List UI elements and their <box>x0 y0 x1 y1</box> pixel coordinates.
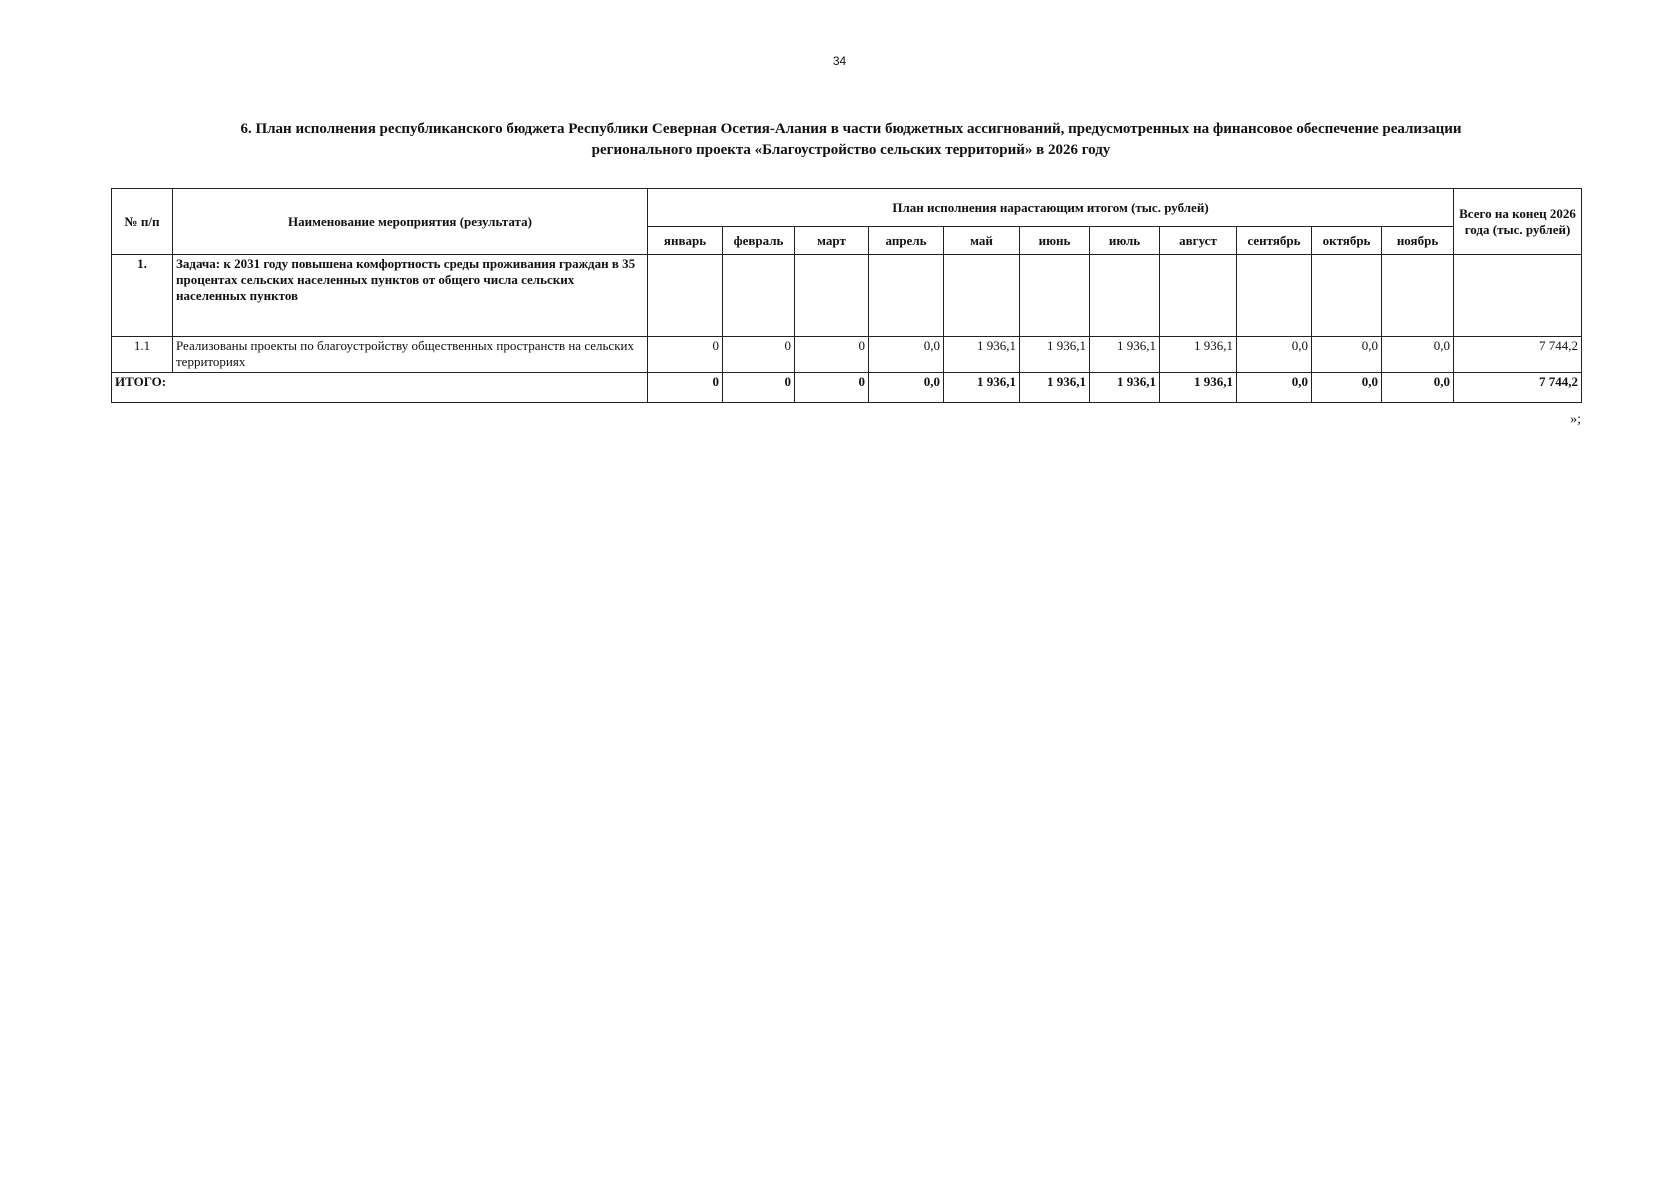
title-line-2: регионального проекта «Благоустройство сельских территорий» в 2026 году <box>591 142 1111 158</box>
header-month: февраль <box>723 227 795 255</box>
total-sum: 7 744,2 <box>1454 373 1582 403</box>
total-value: 1 936,1 <box>1090 373 1160 403</box>
task-number: 1. <box>112 255 173 337</box>
task-name: Задача: к 2031 году повышена комфортность среды проживания граждан в 35 процентах сельских населенных пунктов от общего числа сельских населенных пунктов <box>173 255 648 337</box>
header-month: сентябрь <box>1237 227 1312 255</box>
document-title <box>120 119 1582 161</box>
total-value: 0 <box>723 373 795 403</box>
title-line-1: 6. План исполнения республиканского бюджета Республики Северная Осетия-Алания в части бюджетных ассигнований, предусмотренных на финансовое обеспечение реализации <box>240 121 1462 137</box>
result-value: 0,0 <box>1237 337 1312 373</box>
result-number: 1.1 <box>112 337 173 373</box>
result-value: 0 <box>795 337 869 373</box>
result-value: 0,0 <box>1382 337 1454 373</box>
header-month: август <box>1160 227 1237 255</box>
header-name: Наименование мероприятия (результата) <box>173 189 648 255</box>
header-month: март <box>795 227 869 255</box>
header-month: июнь <box>1020 227 1090 255</box>
result-value: 1 936,1 <box>944 337 1020 373</box>
result-value: 0,0 <box>869 337 944 373</box>
result-row <box>112 337 1582 373</box>
total-value: 0 <box>648 373 723 403</box>
result-value: 1 936,1 <box>1020 337 1090 373</box>
header-month: октябрь <box>1312 227 1382 255</box>
result-total: 7 744,2 <box>1454 337 1582 373</box>
header-month: январь <box>648 227 723 255</box>
closing-quote-mark: »; <box>1570 412 1581 427</box>
total-value: 0,0 <box>1237 373 1312 403</box>
page-number: 34 <box>832 54 847 68</box>
header-plan-group: План исполнения нарастающим итогом (тыс. рублей) <box>648 189 1454 227</box>
result-value: 0 <box>648 337 723 373</box>
total-value: 1 936,1 <box>1160 373 1237 403</box>
total-value: 1 936,1 <box>944 373 1020 403</box>
total-label: ИТОГО: <box>112 373 648 403</box>
task-row <box>112 255 1582 337</box>
total-value: 0,0 <box>1312 373 1382 403</box>
header-total: Всего на конец 2026 года (тыс. рублей) <box>1454 189 1582 255</box>
total-value: 0,0 <box>869 373 944 403</box>
result-value: 0,0 <box>1312 337 1382 373</box>
result-value: 1 936,1 <box>1160 337 1237 373</box>
total-value: 1 936,1 <box>1020 373 1090 403</box>
total-value: 0 <box>795 373 869 403</box>
total-row <box>112 373 1582 403</box>
result-name: Реализованы проекты по благоустройству общественных пространств на сельских территориях <box>173 337 648 373</box>
total-value: 0,0 <box>1382 373 1454 403</box>
budget-plan-table <box>111 188 1582 403</box>
result-value: 1 936,1 <box>1090 337 1160 373</box>
result-value: 0 <box>723 337 795 373</box>
header-number: № п/п <box>112 189 173 255</box>
header-month: май <box>944 227 1020 255</box>
header-month: апрель <box>869 227 944 255</box>
header-month: ноябрь <box>1382 227 1454 255</box>
header-month: июль <box>1090 227 1160 255</box>
